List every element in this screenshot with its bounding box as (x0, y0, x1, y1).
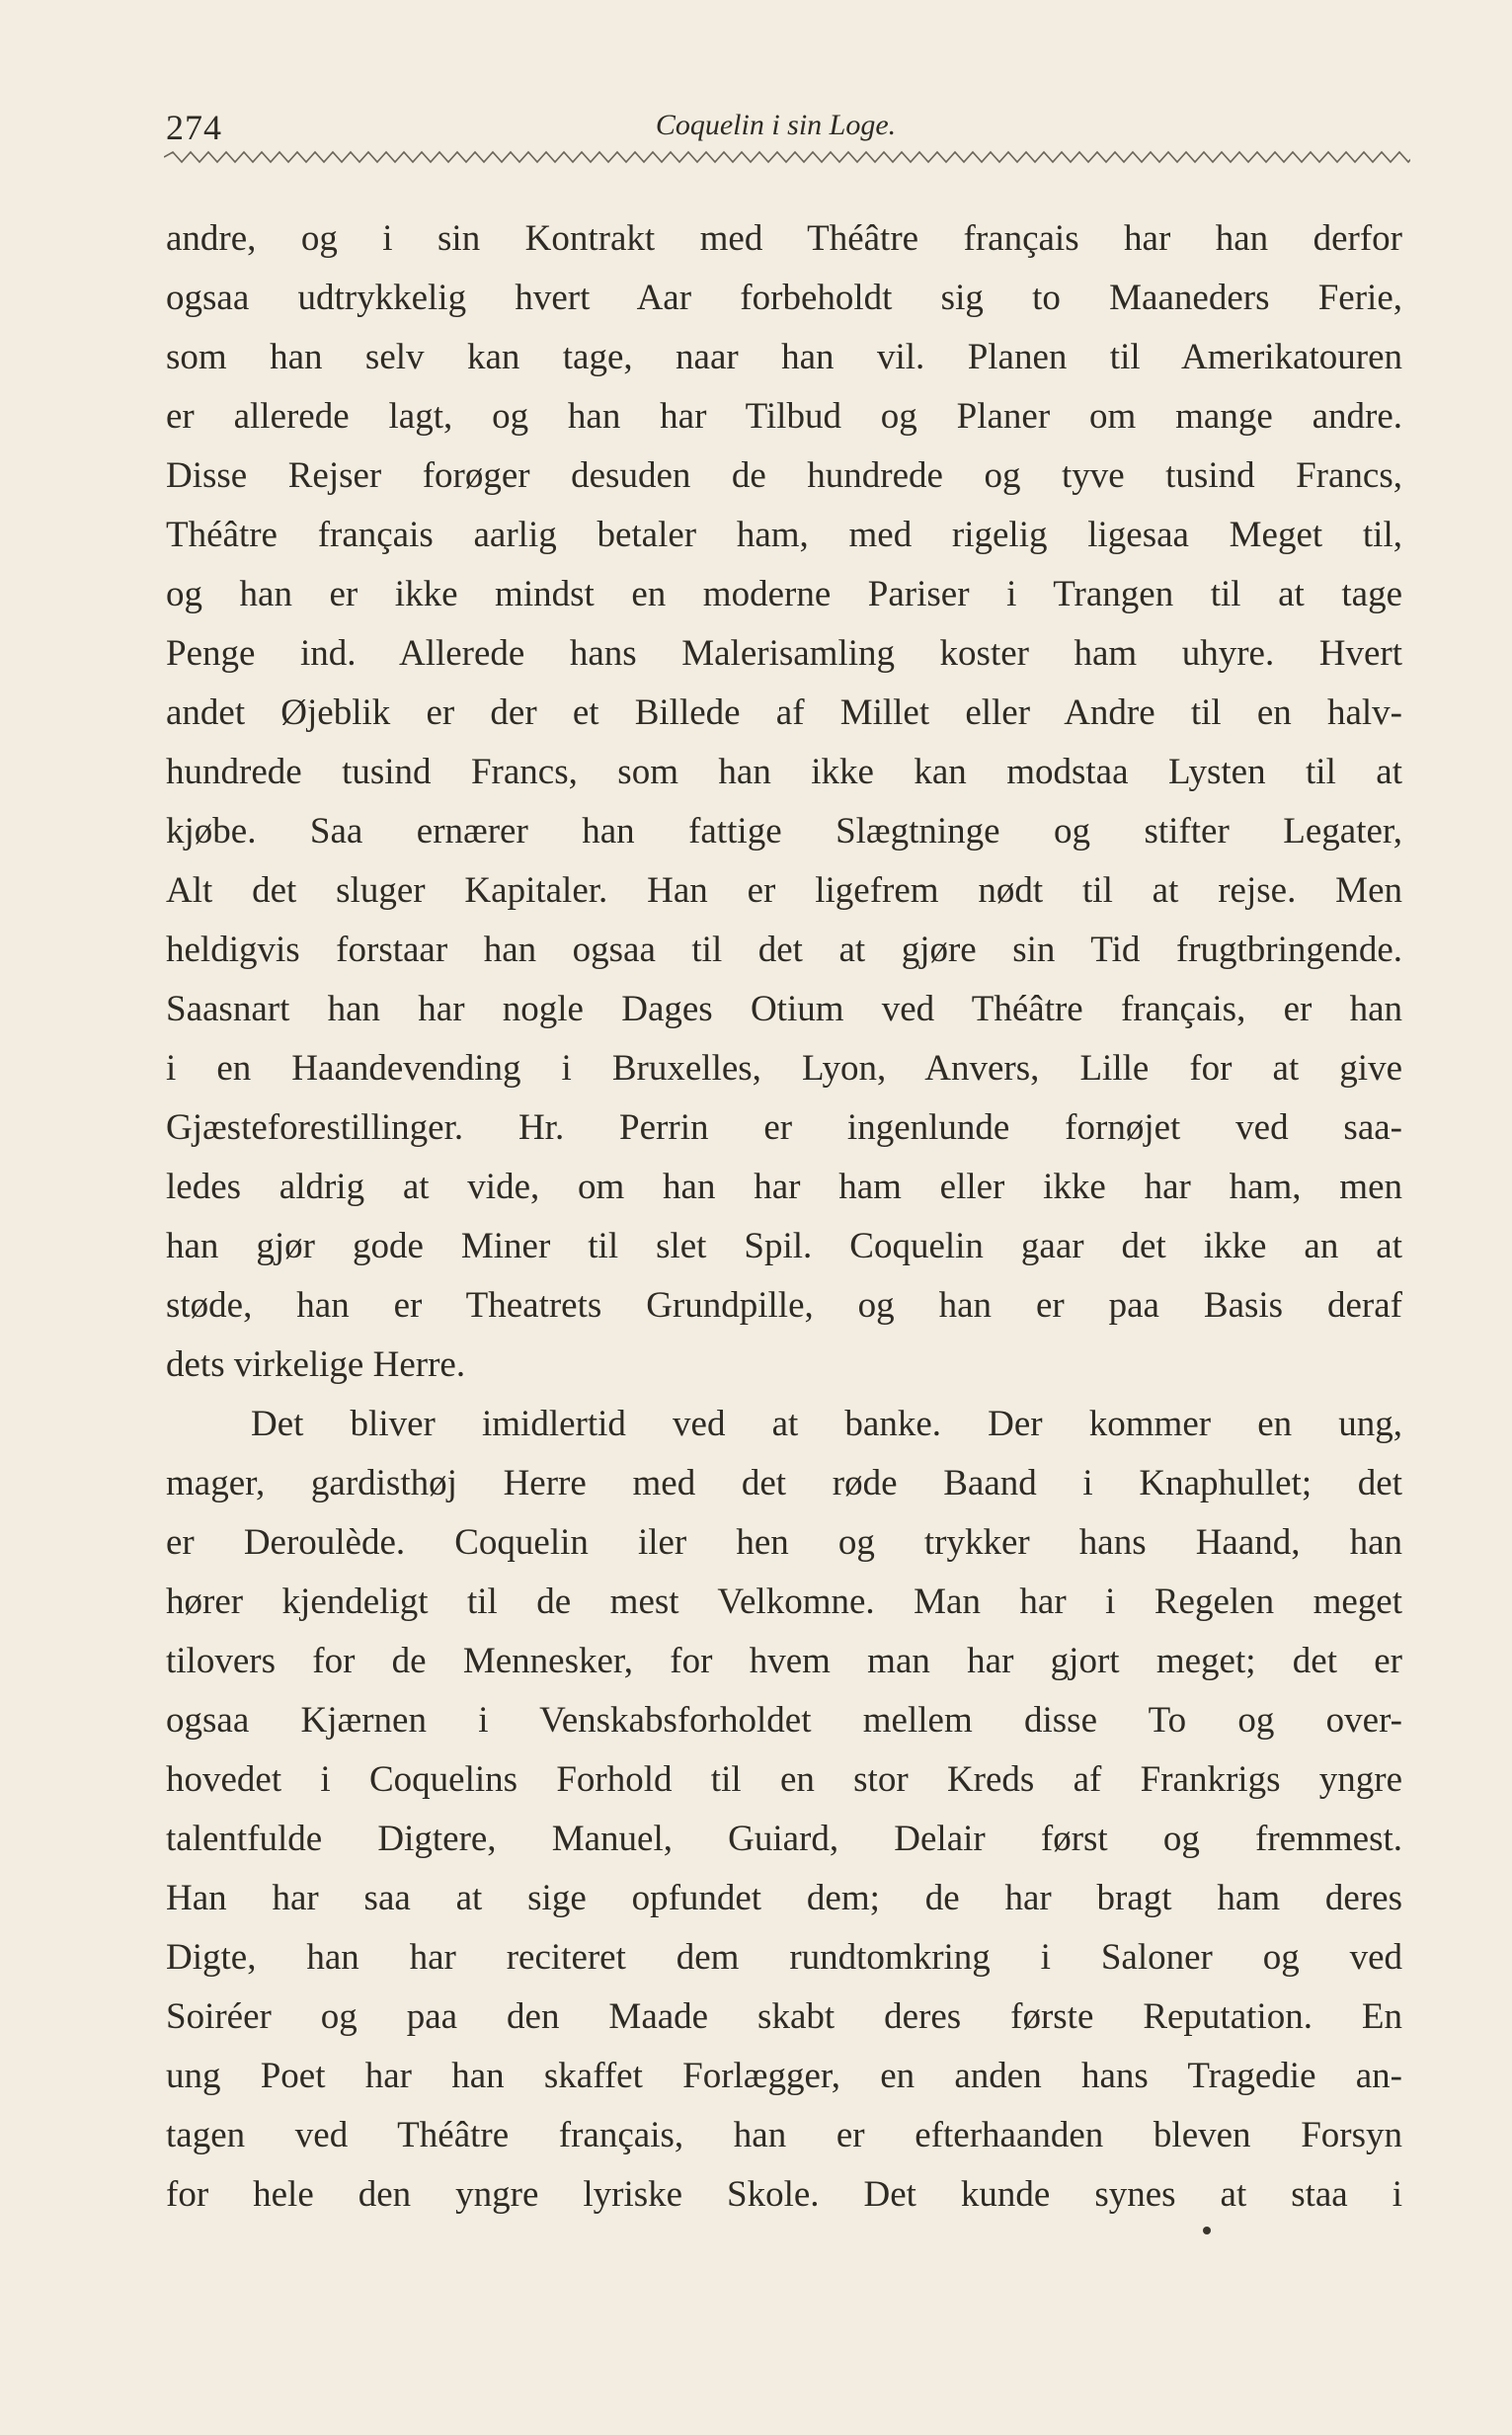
text-line: heldigvis forstaar han ogsaa til det at gjøre sin Tid frugtbringende. (166, 930, 1402, 970)
text-line: mager, gardisthøj Herre med det røde Baand i Knaphullet; det (166, 1463, 1402, 1503)
text-line: andre, og i sin Kontrakt med Théâtre français har han derfor (166, 218, 1402, 259)
running-title: Coquelin i sin Loge. (655, 109, 897, 141)
text-line: Han har saa at sige opfundet dem; de har bragt ham deres (166, 1878, 1402, 1918)
text-line: Gjæsteforestillinger. Hr. Perrin er ingenlunde fornøjet ved saa- (166, 1107, 1402, 1148)
text-line: Saasnart han har nogle Dages Otium ved Théâtre français, er han (166, 989, 1402, 1029)
ink-speck (1203, 2227, 1211, 2234)
page-number: 274 (166, 108, 222, 147)
text-line: er allerede lagt, og han har Tilbud og Planer om mange andre. (166, 396, 1402, 437)
text-line: ogsaa udtrykkelig hvert Aar forbeholdt sig to Maaneders Ferie, (166, 278, 1402, 318)
text-line: andet Øjeblik er der et Billede af Millet eller Andre til en halv- (166, 692, 1402, 733)
text-line: ledes aldrig at vide, om han har ham eller ikke har ham, men (166, 1167, 1402, 1207)
text-line: ung Poet har han skaffet Forlægger, en anden hans Tragedie an- (166, 2056, 1402, 2096)
text-line: for hele den yngre lyriske Skole. Det kunde synes at staa i (166, 2174, 1402, 2215)
paragraph (166, 209, 1402, 1395)
text-line: Det bliver imidlertid ved at banke. Der kommer en ung, (251, 1404, 1402, 1444)
text-line: Théâtre français aarlig betaler ham, med rigelig ligesaa Meget til, (166, 515, 1402, 555)
text-line: talentfulde Digtere, Manuel, Guiard, Delair først og fremmest. (166, 1819, 1402, 1859)
text-line: som han selv kan tage, naar han vil. Planen til Amerikatouren (166, 337, 1402, 377)
text-line: i en Haandevending i Bruxelles, Lyon, Anvers, Lille for at give (166, 1048, 1402, 1089)
text-line: han gjør gode Miner til slet Spil. Coquelin gaar det ikke an at (166, 1226, 1402, 1266)
text-line: Penge ind. Allerede hans Malerisamling koster ham uhyre. Hvert (166, 633, 1402, 674)
text-line: Disse Rejser forøger desuden de hundrede og tyve tusind Francs, (166, 455, 1402, 496)
text-line: kjøbe. Saa ernærer han fattige Slægtninge og stifter Legater, (166, 811, 1402, 852)
text-line: og han er ikke mindst en moderne Pariser i Trangen til at tage (166, 574, 1402, 614)
paragraph (166, 1395, 1402, 2225)
text-line: hundrede tusind Francs, som han ikke kan modstaa Lysten til at (166, 752, 1402, 792)
text-line: dets virkelige Herre. (166, 1344, 466, 1385)
text-line: hovedet i Coquelins Forhold til en stor Kreds af Frankrigs yngre (166, 1759, 1402, 1800)
ornamental-rule (164, 150, 1410, 164)
text-line: Alt det sluger Kapitaler. Han er ligefrem nødt til at rejse. Men (166, 870, 1402, 911)
text-line: tagen ved Théâtre français, han er efterhaanden bleven Forsyn (166, 2115, 1402, 2155)
text-line: Digte, han har reciteret dem rundtomkring i Saloner og ved (166, 1937, 1402, 1978)
text-line: Soiréer og paa den Maade skabt deres første Reputation. En (166, 1996, 1402, 2037)
text-line: støde, han er Theatrets Grundpille, og han er paa Basis deraf (166, 1285, 1402, 1326)
text-line: er Deroulède. Coquelin iler hen og trykker hans Haand, han (166, 1522, 1402, 1563)
body-text (166, 209, 1402, 2225)
text-line: tilovers for de Mennesker, for hvem man har gjort meget; det er (166, 1641, 1402, 1681)
text-line: ogsaa Kjærnen i Venskabsforholdet mellem disse To og over- (166, 1700, 1402, 1741)
text-line: hører kjendeligt til de mest Velkomne. Man har i Regelen meget (166, 1582, 1402, 1622)
